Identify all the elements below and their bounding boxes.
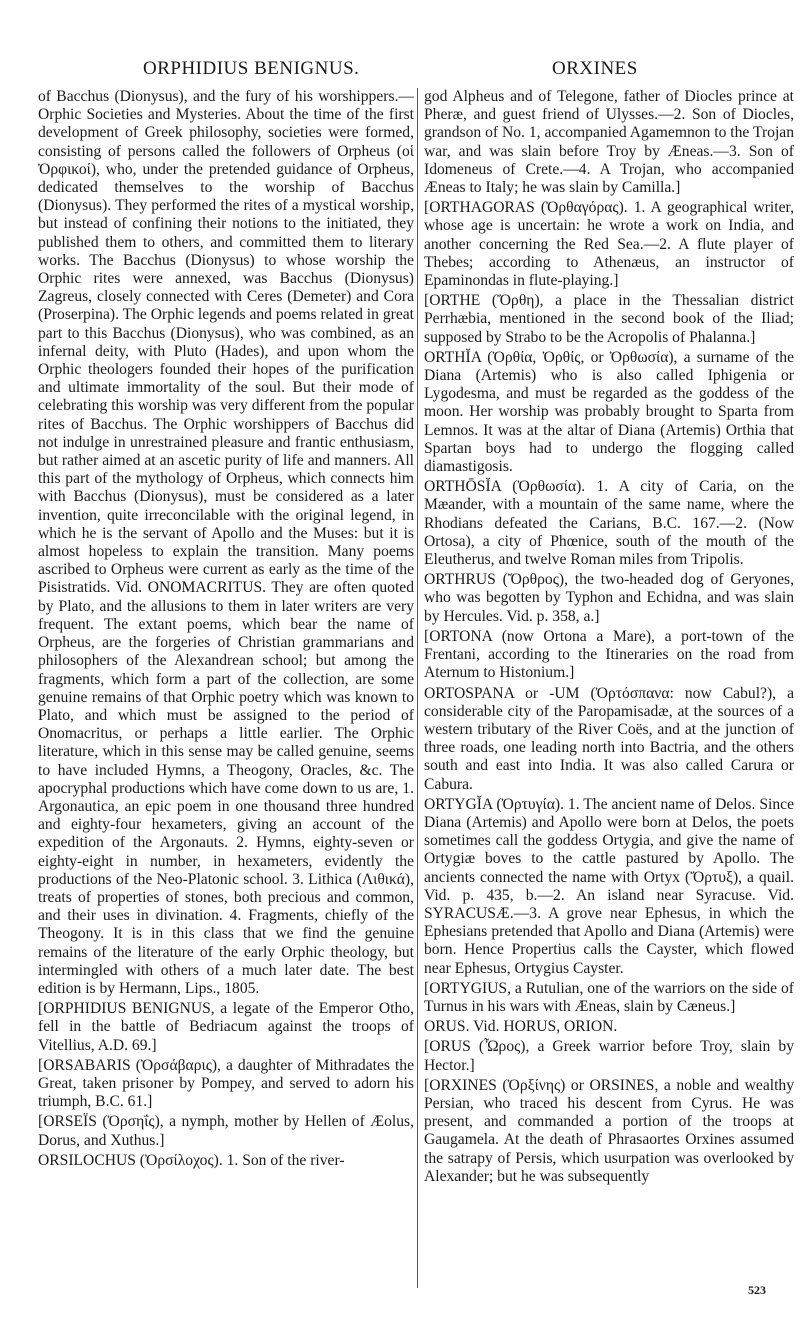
entry-paragraph: [ORSABARIS (Ὀρσάβαρις), a daughter of Mithradates the Great, taken prisoner by Pompey, and served to adorn his triumph, B.C. 61.] [38, 1056, 414, 1111]
entry-paragraph: ORTHRUS (Ὄρθρος), the two-headed dog of Geryones, who was begotten by Typhon and Echidna, and was slain by Hercules. Vid. p. 358, a.] [424, 571, 794, 625]
entry-paragraph: [ORPHIDIUS BENIGNUS, a legate of the Emperor Otho, fell in the battle of Bedriacum against the troops of Vitellius, A.D. 69.] [38, 1000, 414, 1054]
entry-paragraph: ORTOSPANA or -UM (Ὀρτόσπανα: now Cabul?), a considerable city of the Paropamisadæ, at the sources of a western tributary of the River Coës, and at the junction of three roads, one leading north into Bactria, and the others south and east into India. It was also called Carura or Cabura. [424, 684, 794, 793]
left-column [38, 88, 414, 1172]
page-number: 523 [748, 1283, 766, 1297]
entry-paragraph: [ORTYGIUS, a Rutulian, one of the warriors on the side of Turnus in his wars with Æneas, slain by Cæneus.] [424, 979, 794, 1015]
entry-paragraph: of Bacchus (Dionysus), and the fury of his worshippers.—Orphic Societies and Mysteries. About the time of the first development of Greek philosophy, societies were formed, consisting of persons called the followers of Orpheus (οἱ Ὀρφικοί), who, under the pretended guidance of Orpheus, dedicated themselves to the worship of Bacchus (Dionysus). They performed the rites of a mystical worship, but instead of confining their notions to the initiated, they published them to others, and committed them to literary works. The Bacchus (Dionysus) to whose worship the Orphic rites were annexed, was Bacchus (Dionysus) Zagreus, closely connected with Ceres (Demeter) and Cora (Proserpina). The Orphic legends and poems related in great part to this Bacchus (Dionysus), who was combined, as an infernal deity, with Pluto (Hades), and upon whom the Orphic theologers founded their hopes of the purification and ultimate immortality of the soul. But their mode of celebrating this worship was very different from the popular rites of Bacchus. The Orphic worshippers of Bacchus did not indulge in unrestrained pleasure and frantic enthusiasm, but rather aimed at an ascetic purity of life and manners. All this part of the mythology of Orpheus, which connects him with Bacchus (Dionysus), must be considered as a later invention, quite irreconcilable with the original legend, in which he is the servant of Apollo and the Muses: but it is almost hopeless to explain the transition. Many poems ascribed to Orpheus were current as early as the time of the Pisistratids. Vid. ONOMACRITUS. They are often quoted by Plato, and the allusions to them in later writers are very frequent. The extant poems, which bear the name of Orpheus, are the forgeries of Christian grammarians and philosophers of the Alexandrean school; but among the fragments, which form a part of the collection, are some genuine remains of that Orphic poetry which was known to Plato, and which must be assigned to the period of Onomacritus, or perhaps a little earlier. The Orphic literature, which in this sense may be called genuine, seems to have included Hymns, a Theogony, Oracles, &c. The apocryphal productions which have come down to us are, 1. Argonautica, an epic poem in one thousand three hundred and eighty-four hexameters, giving an account of the expedition of the Argonauts. 2. Hymns, eighty-seven or eighty-eight in number, in hexameters, evidently the productions of the Neo-Platonic school. 3. Lithica (Λιθικά), treats of properties of stones, both precious and common, and their uses in divination. 4. Fragments, chiefly of the Theogony. It is in this class that we find the genuine remains of the literature of the early Orphic theology, but intermingled with others of a much later date. The best edition is by Hermann, Lips., 1805. [38, 88, 415, 997]
entry-paragraph: [ORXINES (Ὀρξίνης) or ORSINES, a noble and wealthy Persian, who traced his descent from Cyrus. He was present, and commanded a portion of the troops at Gaugamela. At the death of Phrasaortes Orxines assumed the satrapy of Persis, which usurpation was overlooked by Alexander; but he was subsequently [424, 1076, 794, 1185]
right-column [424, 88, 794, 1188]
entry-paragraph: god Alpheus and of Telegone, father of Diocles prince at Pheræ, and guest friend of Ulysses.—2. Son of Diocles, grandson of No. 1, accompanied Agamemnon to the Trojan war, and was slain before Troy by Æneas.—3. Son of Idomeneus of Crete.—4. A Trojan, who accompanied Æneas to Italy; he was slain by Camilla.] [424, 88, 794, 197]
running-header [0, 58, 800, 84]
entry-paragraph: [ORSEÏS (Ὀρσηΐς), a nymph, mother by Hellen of Æolus, Dorus, and Xuthus.] [38, 1113, 414, 1149]
entry-paragraph: [ORTONA (now Ortona a Mare), a port-town of the Frentani, according to the Itineraries on the road from Aternum to Histonium.] [424, 627, 794, 682]
entry-paragraph: [ORTHE (Ὄρθη), a place in the Thessalian district Perrhæbia, mentioned in the second book of the Iliad; supposed by Strabo to be the Acropolis of Phalanna.] [424, 292, 794, 346]
header-right: ORXINES [552, 58, 638, 79]
entry-paragraph: ORSILOCHUS (Ὀρσίλοχος). 1. Son of the river- [38, 1151, 345, 1169]
entry-paragraph: ORTHŌSĬA (Ὀρθωσία). 1. A city of Caria, on the Mæander, with a mountain of the same name, where the Rhodians defeated the Carians, B.C. 167.—2. (Now Ortosa), a city of Phœnice, south of the mouth of the Eleutherus, and twelve Roman miles from Tripolis. [424, 478, 794, 569]
entry-paragraph: ORUS. Vid. HORUS, ORION. [424, 1018, 618, 1036]
entry-paragraph: [ORTHAGORAS (Ὀρθαγόρας). 1. A geographical writer, whose age is uncertain: he wrote a work on India, and another concerning the Red Sea.—2. A flute player of Thebes; according to Athenæus, an instructor of Epaminondas in flute-playing.] [424, 199, 794, 290]
header-left: ORPHIDIUS BENIGNUS. [143, 58, 360, 79]
entry-paragraph: ORTYGĬA (Ὀρτυγία). 1. The ancient name of Delos. Since Diana (Artemis) and Apollo were born at Delos, the poets sometimes call the goddess Ortygia, and give the name of Ortygiæ boves to the cattle pastured by Apollo. The ancients connected the name with Ortyx (Ὄρτυξ), a quail. Vid. p. 435, b.—2. An island near Syracuse. Vid. SYRACUSÆ.—3. A grove near Ephesus, in which the Ephesians pretended that Apollo and Diana (Artemis) were born. Hence Propertius calls the Cayster, which flowed near Ephesus, Ortygius Cayster. [424, 795, 794, 977]
column-divider [417, 88, 418, 1288]
entry-paragraph: ORTHĬA (Ὀρθία, Ὀρθίς, or Ὀρθωσία), a surname of the Diana (Artemis) who is also called Iphigenia or Lygodesma, and must be regarded as the goddess of the moon. Her worship was probably brought to Sparta from Lemnos. It was at the altar of Diana (Artemis) Orthia that Spartan boys had to undergo the flogging called diamastigosis. [424, 348, 794, 476]
entry-paragraph: [ORUS (Ὦρος), a Greek warrior before Troy, slain by Hector.] [424, 1038, 794, 1074]
